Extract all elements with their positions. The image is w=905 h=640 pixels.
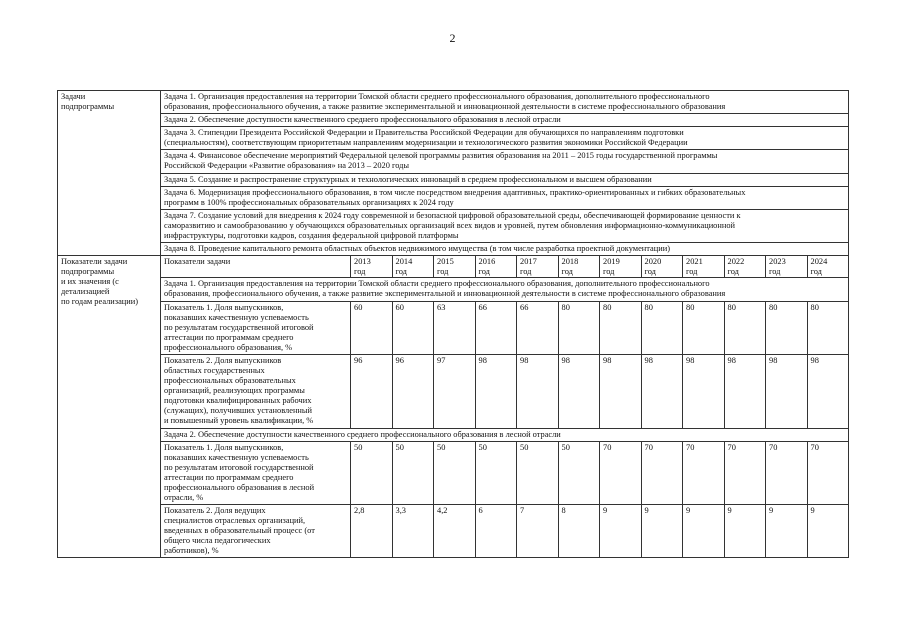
year-header xyxy=(600,256,642,278)
year-header xyxy=(683,256,725,278)
tasks-label: Задачи подпрограммы xyxy=(58,91,161,256)
year-unit: год xyxy=(727,266,739,276)
indicator-value: 96 xyxy=(351,354,393,428)
group-title: Задача 2. Обеспечение доступности качественного среднего профессионального образования в лесной отрасли xyxy=(161,428,849,441)
indicator-value: 70 xyxy=(600,441,642,504)
year-header xyxy=(475,256,517,278)
indicator-value: 8 xyxy=(558,505,600,558)
year-value: 2020 xyxy=(644,257,662,267)
year-value: 2019 xyxy=(603,257,620,267)
indicators-header: Показатели задачи xyxy=(161,256,351,278)
year-unit: год xyxy=(354,266,366,276)
indicator-value: 6 xyxy=(475,505,517,558)
indicator-value: 98 xyxy=(766,354,808,428)
indicator-value: 9 xyxy=(600,505,642,558)
year-value: 2017 xyxy=(520,257,537,267)
year-value: 2018 xyxy=(561,257,579,267)
indicator-value: 50 xyxy=(351,441,393,504)
task-text: Задача 6. Модернизация профессионального образования, в том числе посредством внедрения адаптивных, практико-ориентированных и гибких образовательных программ в 100% профессиональных образовательных организациях к 2024 году xyxy=(161,186,849,209)
indicator-value: 50 xyxy=(475,441,517,504)
task-text: Задача 4. Финансовое обеспечение мероприятий Федеральной целевой программы развития образования на 2011 – 2015 годы государственной программы Российской Федерации «Развитие образования» на 2013 – 2020 годы xyxy=(161,150,849,173)
year-unit: год xyxy=(810,266,822,276)
task-text: Задача 1. Организация предоставления на территории Томской области среднего профессионального образования, дополнительного профессионального образования, профессионального обучения, а также развитие экспериментальной и инновационной деятельности в системе профессионального образования xyxy=(161,91,849,114)
year-header xyxy=(807,256,849,278)
task-row xyxy=(58,150,849,173)
indicator-value: 70 xyxy=(724,441,766,504)
year-unit: год xyxy=(437,266,449,276)
group-title-row xyxy=(58,278,849,301)
year-header xyxy=(641,256,683,278)
task-row xyxy=(58,114,849,127)
indicator-value: 98 xyxy=(641,354,683,428)
indicator-row xyxy=(58,354,849,428)
indicator-value: 80 xyxy=(600,301,642,354)
indicator-value: 3,3 xyxy=(392,505,434,558)
indicator-value: 98 xyxy=(807,354,849,428)
year-value: 2014 xyxy=(395,257,413,267)
year-value: 2013 xyxy=(354,257,371,267)
task-row xyxy=(58,209,849,242)
indicators-label: Показатели задачи подпрограммы и их значения (с детализацией по годам реализации) xyxy=(58,256,161,558)
year-header xyxy=(392,256,434,278)
year-header xyxy=(724,256,766,278)
indicator-value: 70 xyxy=(807,441,849,504)
years-header-row xyxy=(58,256,849,278)
indicator-value: 96 xyxy=(392,354,434,428)
task-row xyxy=(58,186,849,209)
indicator-value: 9 xyxy=(641,505,683,558)
indicator-value: 50 xyxy=(517,441,559,504)
year-header xyxy=(434,256,476,278)
indicator-value: 80 xyxy=(558,301,600,354)
indicator-value: 70 xyxy=(641,441,683,504)
task-row xyxy=(58,127,849,150)
indicator-value: 70 xyxy=(683,441,725,504)
indicator-value: 80 xyxy=(766,301,808,354)
year-header xyxy=(558,256,600,278)
indicator-row xyxy=(58,301,849,354)
task-text: Задача 3. Стипендии Президента Российской Федерации и Правительства Российской Федерации для обучающихся по направлениям подготовки (специальностям), соответствующим приоритетным направлениям модернизации и технологического развития экономики Российской Федерации xyxy=(161,127,849,150)
task-row xyxy=(58,243,849,256)
indicator-value: 50 xyxy=(434,441,476,504)
year-value: 2021 xyxy=(686,257,703,267)
indicator-name: Показатель 1. Доля выпускников, показавших качественную успеваемость по результатам государственной итоговой аттестации по программам среднего профессионального образования, % xyxy=(161,301,351,354)
year-value: 2022 xyxy=(727,257,745,267)
indicator-row xyxy=(58,505,849,558)
indicator-name: Показатель 1. Доля выпускников, показавших качественную успеваемость по результатам итоговой государственной аттестации по программам среднего профессионального образования в лесной отрасли, % xyxy=(161,441,351,504)
indicator-name: Показатель 2. Доля ведущих специалистов отраслевых организаций, введенных в образовательный процесс (от общего числа педагогических работников), % xyxy=(161,505,351,558)
year-unit: год xyxy=(395,266,407,276)
indicator-value: 9 xyxy=(766,505,808,558)
year-value: 2016 xyxy=(478,257,496,267)
indicator-value: 4,2 xyxy=(434,505,476,558)
year-value: 2024 xyxy=(810,257,828,267)
page-number: 2 xyxy=(449,31,456,45)
indicator-value: 98 xyxy=(558,354,600,428)
indicator-value: 60 xyxy=(392,301,434,354)
year-header xyxy=(766,256,808,278)
year-unit: год xyxy=(644,266,656,276)
year-unit: год xyxy=(520,266,532,276)
indicator-value: 50 xyxy=(558,441,600,504)
indicator-value: 60 xyxy=(351,301,393,354)
indicator-value: 80 xyxy=(641,301,683,354)
group-title: Задача 1. Организация предоставления на территории Томской области среднего профессионального образования, дополнительного профессионального образования, профессионального обучения, а также развитие экспериментальной и инновационной деятельности в системе профессионального образования xyxy=(161,278,849,301)
task-row xyxy=(58,91,849,114)
indicator-value: 9 xyxy=(724,505,766,558)
indicator-value: 98 xyxy=(517,354,559,428)
year-unit: год xyxy=(769,266,781,276)
year-unit: год xyxy=(603,266,615,276)
indicator-value: 98 xyxy=(724,354,766,428)
subprogram-table xyxy=(57,90,849,558)
year-unit: год xyxy=(478,266,490,276)
table-body xyxy=(58,91,849,558)
indicator-value: 66 xyxy=(475,301,517,354)
indicator-value: 98 xyxy=(683,354,725,428)
indicator-name: Показатель 2. Доля выпускников областных государственных профессиональных образовательных организаций, реализующих программы подготовки квалифицированных рабочих (служащих), получивших установленный и повышенный уровень квалификации, % xyxy=(161,354,351,428)
task-text: Задача 7. Создание условий для внедрения к 2024 году современной и безопасной цифровой образовательной среды, обеспечивающей формирование ценности к саморазвитию и самообразованию у обучающихся образовательных организаций всех видов и уровней, путем обновления информационно-коммуникационной инфраструктуры, подготовки кадров, создания федеральной цифровой платформы xyxy=(161,209,849,242)
task-text: Задача 5. Создание и распространение структурных и технологических инноваций в среднем профессиональном и высшем образовании xyxy=(161,173,849,186)
task-text: Задача 8. Проведение капитального ремонта областных объектов недвижимого имущества (в том числе разработка проектной документации) xyxy=(161,243,849,256)
indicator-value: 80 xyxy=(683,301,725,354)
task-row xyxy=(58,173,849,186)
year-header xyxy=(351,256,393,278)
indicator-value: 66 xyxy=(517,301,559,354)
indicator-value: 98 xyxy=(475,354,517,428)
year-unit: год xyxy=(686,266,698,276)
indicator-value: 98 xyxy=(600,354,642,428)
group-title-row xyxy=(58,428,849,441)
indicator-value: 2,8 xyxy=(351,505,393,558)
indicator-value: 9 xyxy=(807,505,849,558)
indicator-value: 9 xyxy=(683,505,725,558)
year-value: 2015 xyxy=(437,257,454,267)
indicator-value: 70 xyxy=(766,441,808,504)
task-text: Задача 2. Обеспечение доступности качественного среднего профессионального образования в лесной отрасли xyxy=(161,114,849,127)
indicator-value: 80 xyxy=(724,301,766,354)
indicator-value: 50 xyxy=(392,441,434,504)
indicator-row xyxy=(58,441,849,504)
indicator-value: 7 xyxy=(517,505,559,558)
year-unit: год xyxy=(561,266,573,276)
indicator-value: 97 xyxy=(434,354,476,428)
indicator-value: 80 xyxy=(807,301,849,354)
indicator-value: 63 xyxy=(434,301,476,354)
year-value: 2023 xyxy=(769,257,786,267)
year-header xyxy=(517,256,559,278)
